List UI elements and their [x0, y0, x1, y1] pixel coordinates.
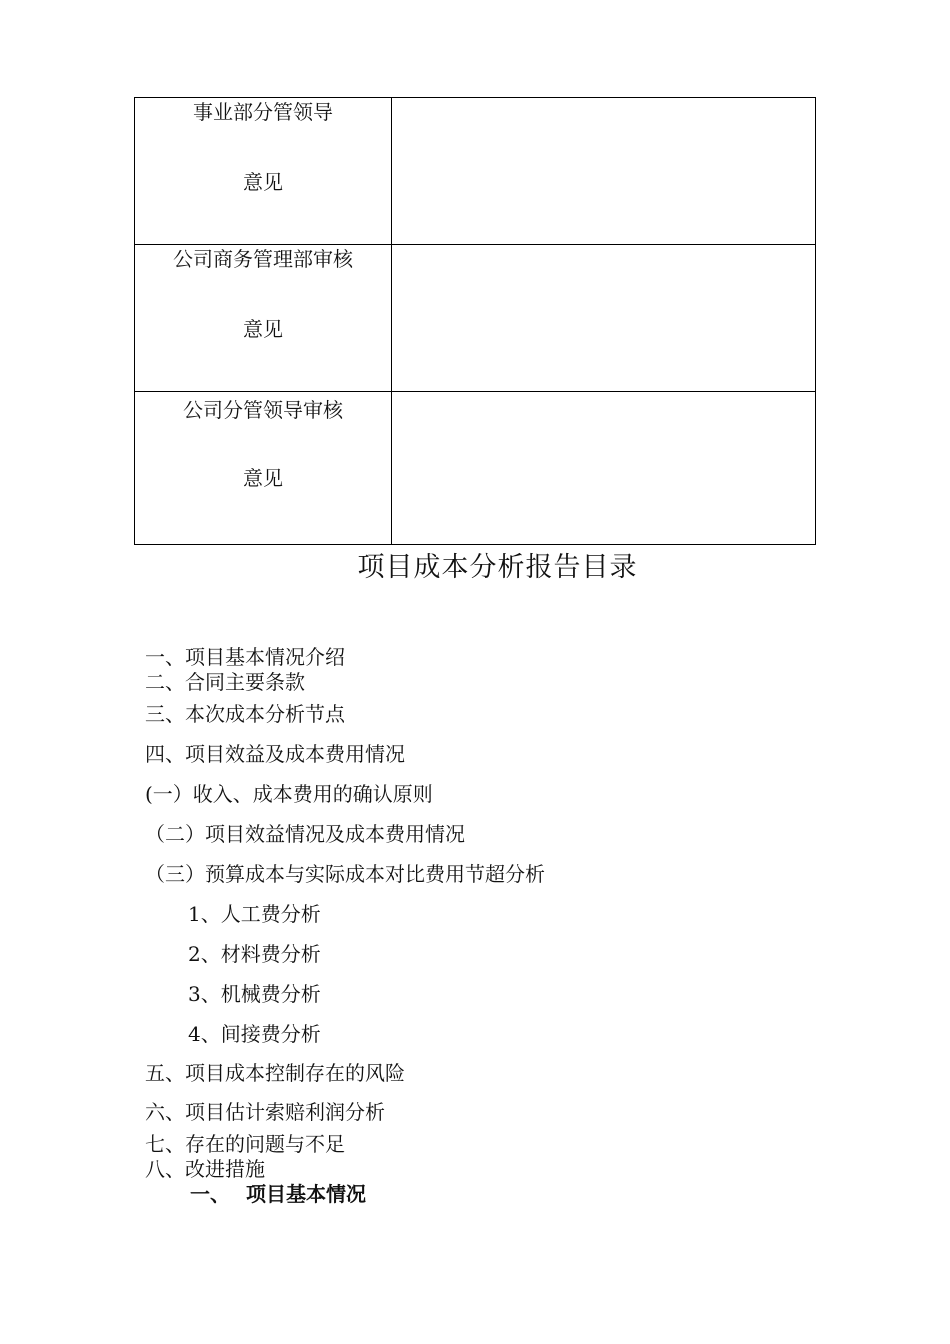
toc-item[interactable]: 4、间接费分析 [188, 1022, 321, 1046]
section-number: 一、 [190, 1182, 230, 1206]
approval-label-suffix: 意见 [243, 466, 283, 490]
approval-label-cell [135, 245, 392, 392]
toc-item[interactable]: 二、合同主要条款 [145, 670, 305, 694]
approval-label-suffix: 意见 [243, 317, 283, 341]
section-heading [190, 1182, 366, 1206]
approval-label-cell [135, 98, 392, 245]
approval-table [134, 97, 816, 545]
approval-row [135, 392, 816, 545]
approval-opinion-cell[interactable] [392, 98, 816, 245]
toc-item[interactable]: 五、项目成本控制存在的风险 [145, 1061, 405, 1085]
toc-item[interactable]: (一）收入、成本费用的确认原则 [145, 782, 433, 806]
section-title: 项目基本情况 [246, 1182, 366, 1206]
toc-item[interactable]: 1、人工费分析 [188, 902, 321, 926]
toc-title: 项目成本分析报告目录 [357, 552, 638, 583]
approval-row [135, 98, 816, 245]
toc-item[interactable]: 七、存在的问题与不足 [145, 1132, 345, 1156]
approval-label-cell [135, 392, 392, 545]
toc-item[interactable]: 一、项目基本情况介绍 [145, 645, 345, 669]
approval-row [135, 245, 816, 392]
toc-item[interactable]: 四、项目效益及成本费用情况 [145, 742, 405, 766]
approval-label: 公司商务管理部审核 [173, 247, 353, 271]
approval-label: 公司分管领导审核 [183, 398, 343, 422]
toc-item[interactable]: 三、本次成本分析节点 [145, 702, 345, 726]
toc-item[interactable]: 2、材料费分析 [188, 942, 321, 966]
toc-item[interactable]: 八、改进措施 [145, 1157, 265, 1181]
toc-item[interactable]: 3、机械费分析 [188, 982, 321, 1006]
toc-item[interactable]: （二）项目效益情况及成本费用情况 [145, 822, 465, 846]
approval-label: 事业部分管领导 [193, 100, 333, 124]
approval-opinion-cell[interactable] [392, 245, 816, 392]
toc-item[interactable]: （三）预算成本与实际成本对比费用节超分析 [145, 862, 545, 886]
approval-label-suffix: 意见 [243, 170, 283, 194]
approval-opinion-cell[interactable] [392, 392, 816, 545]
toc-item[interactable]: 六、项目估计索赔利润分析 [145, 1100, 385, 1124]
